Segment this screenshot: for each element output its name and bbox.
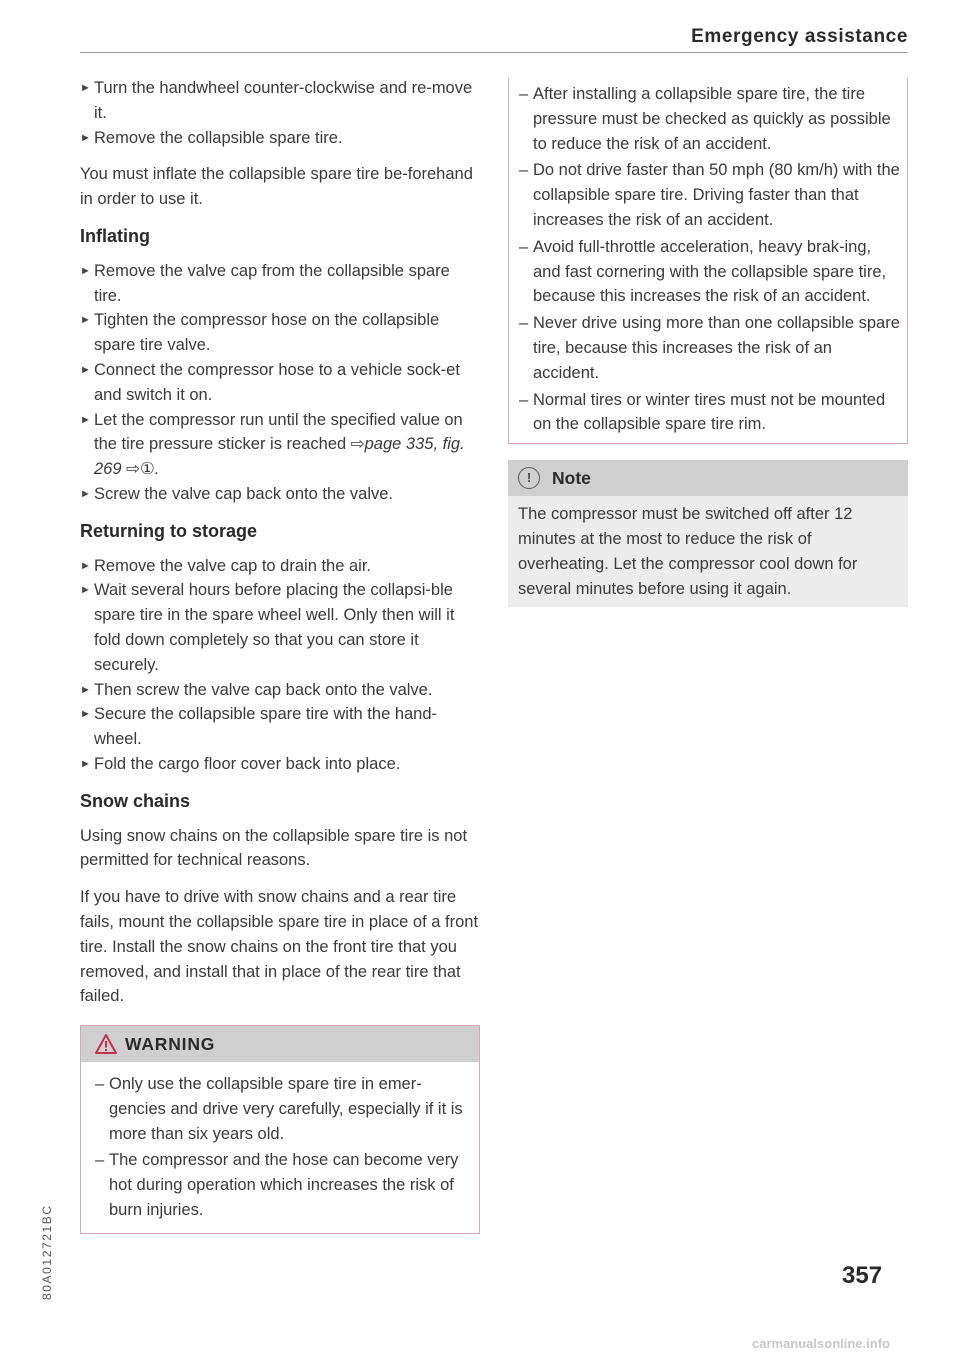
list-item: – Avoid full-throttle acceleration, heavy brak-ing, and fast cornering with the collapsible spare tire, because this increases the risk of an accident. bbox=[519, 237, 887, 306]
list-item: ► Tighten the compressor hose on the collapsible spare tire valve. bbox=[80, 308, 480, 358]
list-item: ► Fold the cargo floor cover back into place. bbox=[80, 752, 480, 777]
note-box bbox=[508, 460, 908, 607]
left-column bbox=[80, 76, 480, 1234]
header-rule bbox=[80, 52, 908, 53]
list-item: ► Connect the compressor hose to a vehicle sock-et and switch it on. bbox=[80, 358, 480, 408]
warning-triangle-icon bbox=[95, 1034, 117, 1054]
list-item: ► Secure the collapsible spare tire with the hand-wheel. bbox=[80, 702, 480, 752]
note-header bbox=[508, 460, 908, 496]
list-item: – Only use the collapsible spare tire in emer-gencies and drive very carefully, especially if it is more than six years old. bbox=[95, 1075, 463, 1143]
bullet-arrow-icon: ► bbox=[80, 363, 91, 376]
right-column bbox=[508, 78, 908, 607]
note-body: The compressor must be switched off after 12 minutes at the most to reduce the risk of overheating. Let the compressor cool down for several minutes before using it again. bbox=[518, 505, 858, 598]
exclamation-circle-icon: ! bbox=[518, 467, 540, 489]
list-item: ► Let the compressor run until the specified value on the tire pressure sticker is reached ⇨page 335, fig. 269 ⇨①. bbox=[80, 408, 480, 482]
watermark: carmanualsonline.info bbox=[752, 1336, 890, 1351]
list-item: ► Screw the valve cap back onto the valve. bbox=[80, 482, 480, 507]
bullet-arrow-icon: ► bbox=[80, 683, 91, 696]
list-item: ► Remove the collapsible spare tire. bbox=[80, 126, 480, 151]
bullet-arrow-icon: ► bbox=[80, 82, 91, 94]
warning-title: WARNING bbox=[125, 1033, 216, 1054]
bullet-arrow-icon: ► bbox=[80, 708, 91, 721]
bullet-arrow-icon: ► bbox=[80, 584, 91, 597]
paragraph: Using snow chains on the collapsible spare tire is not permitted for technical reasons. bbox=[80, 826, 468, 870]
bullet-arrow-icon: ► bbox=[80, 559, 91, 572]
list-item: ► Remove the valve cap from the collapsible spare tire. bbox=[80, 259, 480, 309]
list-item: ► Wait several hours before placing the collapsi-ble spare tire in the spare wheel well. Only then will it fold down completely so that you can store it securely. bbox=[80, 578, 480, 677]
document-code: 80A012721BC bbox=[40, 1204, 54, 1300]
bullet-arrow-icon: ► bbox=[80, 487, 91, 500]
heading-returning-to-storage: Returning to storage bbox=[80, 520, 258, 541]
bullet-arrow-icon: ► bbox=[80, 264, 91, 277]
list-item: – After installing a collapsible spare tire, the tire pressure must be checked as quickly as possible to reduce the risk of an accident. bbox=[519, 85, 891, 153]
list-item: – The compressor and the hose can become very hot during operation which increases the risk of burn injuries. bbox=[95, 1151, 459, 1220]
heading-snow-chains: Snow chains bbox=[80, 790, 191, 811]
list-item: – Do not drive faster than 50 mph (80 km/h) with the collapsible spare tire. Driving faster than that increases the risk of an accident. bbox=[519, 161, 900, 229]
bullet-arrow-icon: ► bbox=[80, 314, 91, 327]
list-item: – Never drive using more than one collapsible spare tire, because this increases the risk of an accident. bbox=[519, 314, 900, 382]
heading-inflating: Inflating bbox=[80, 225, 150, 246]
page-reference-link[interactable]: ⇨page 335, fig. 269 ⇨①. bbox=[94, 435, 465, 479]
warning-box bbox=[80, 1025, 480, 1234]
bullet-arrow-icon: ► bbox=[80, 131, 91, 144]
paragraph: If you have to drive with snow chains and a rear tire fails, mount the collapsible spare tire in place of a front tire. Install the snow chains on the front tire that you removed, and install that in place of the rear tire that failed. bbox=[80, 888, 479, 1006]
page-number: 357 bbox=[842, 1262, 883, 1289]
section-title: Emergency assistance bbox=[691, 26, 908, 47]
note-title: Note bbox=[552, 467, 591, 488]
warning-header bbox=[81, 1026, 479, 1062]
list-item: ► Then screw the valve cap back onto the valve. bbox=[80, 678, 480, 703]
paragraph: You must inflate the collapsible spare tire be-forehand in order to use it. bbox=[80, 165, 473, 209]
list-item: – Normal tires or winter tires must not be mounted on the collapsible spare tire rim. bbox=[519, 390, 886, 434]
warning-continued-box bbox=[508, 78, 908, 444]
list-item: ► Remove the valve cap to drain the air. bbox=[80, 554, 480, 579]
bullet-arrow-icon: ► bbox=[80, 413, 91, 426]
warning-list bbox=[81, 1062, 479, 1233]
bullet-arrow-icon: ► bbox=[80, 757, 91, 770]
list-item: ► Turn the handwheel counter-clockwise and re-move it. bbox=[80, 76, 480, 126]
